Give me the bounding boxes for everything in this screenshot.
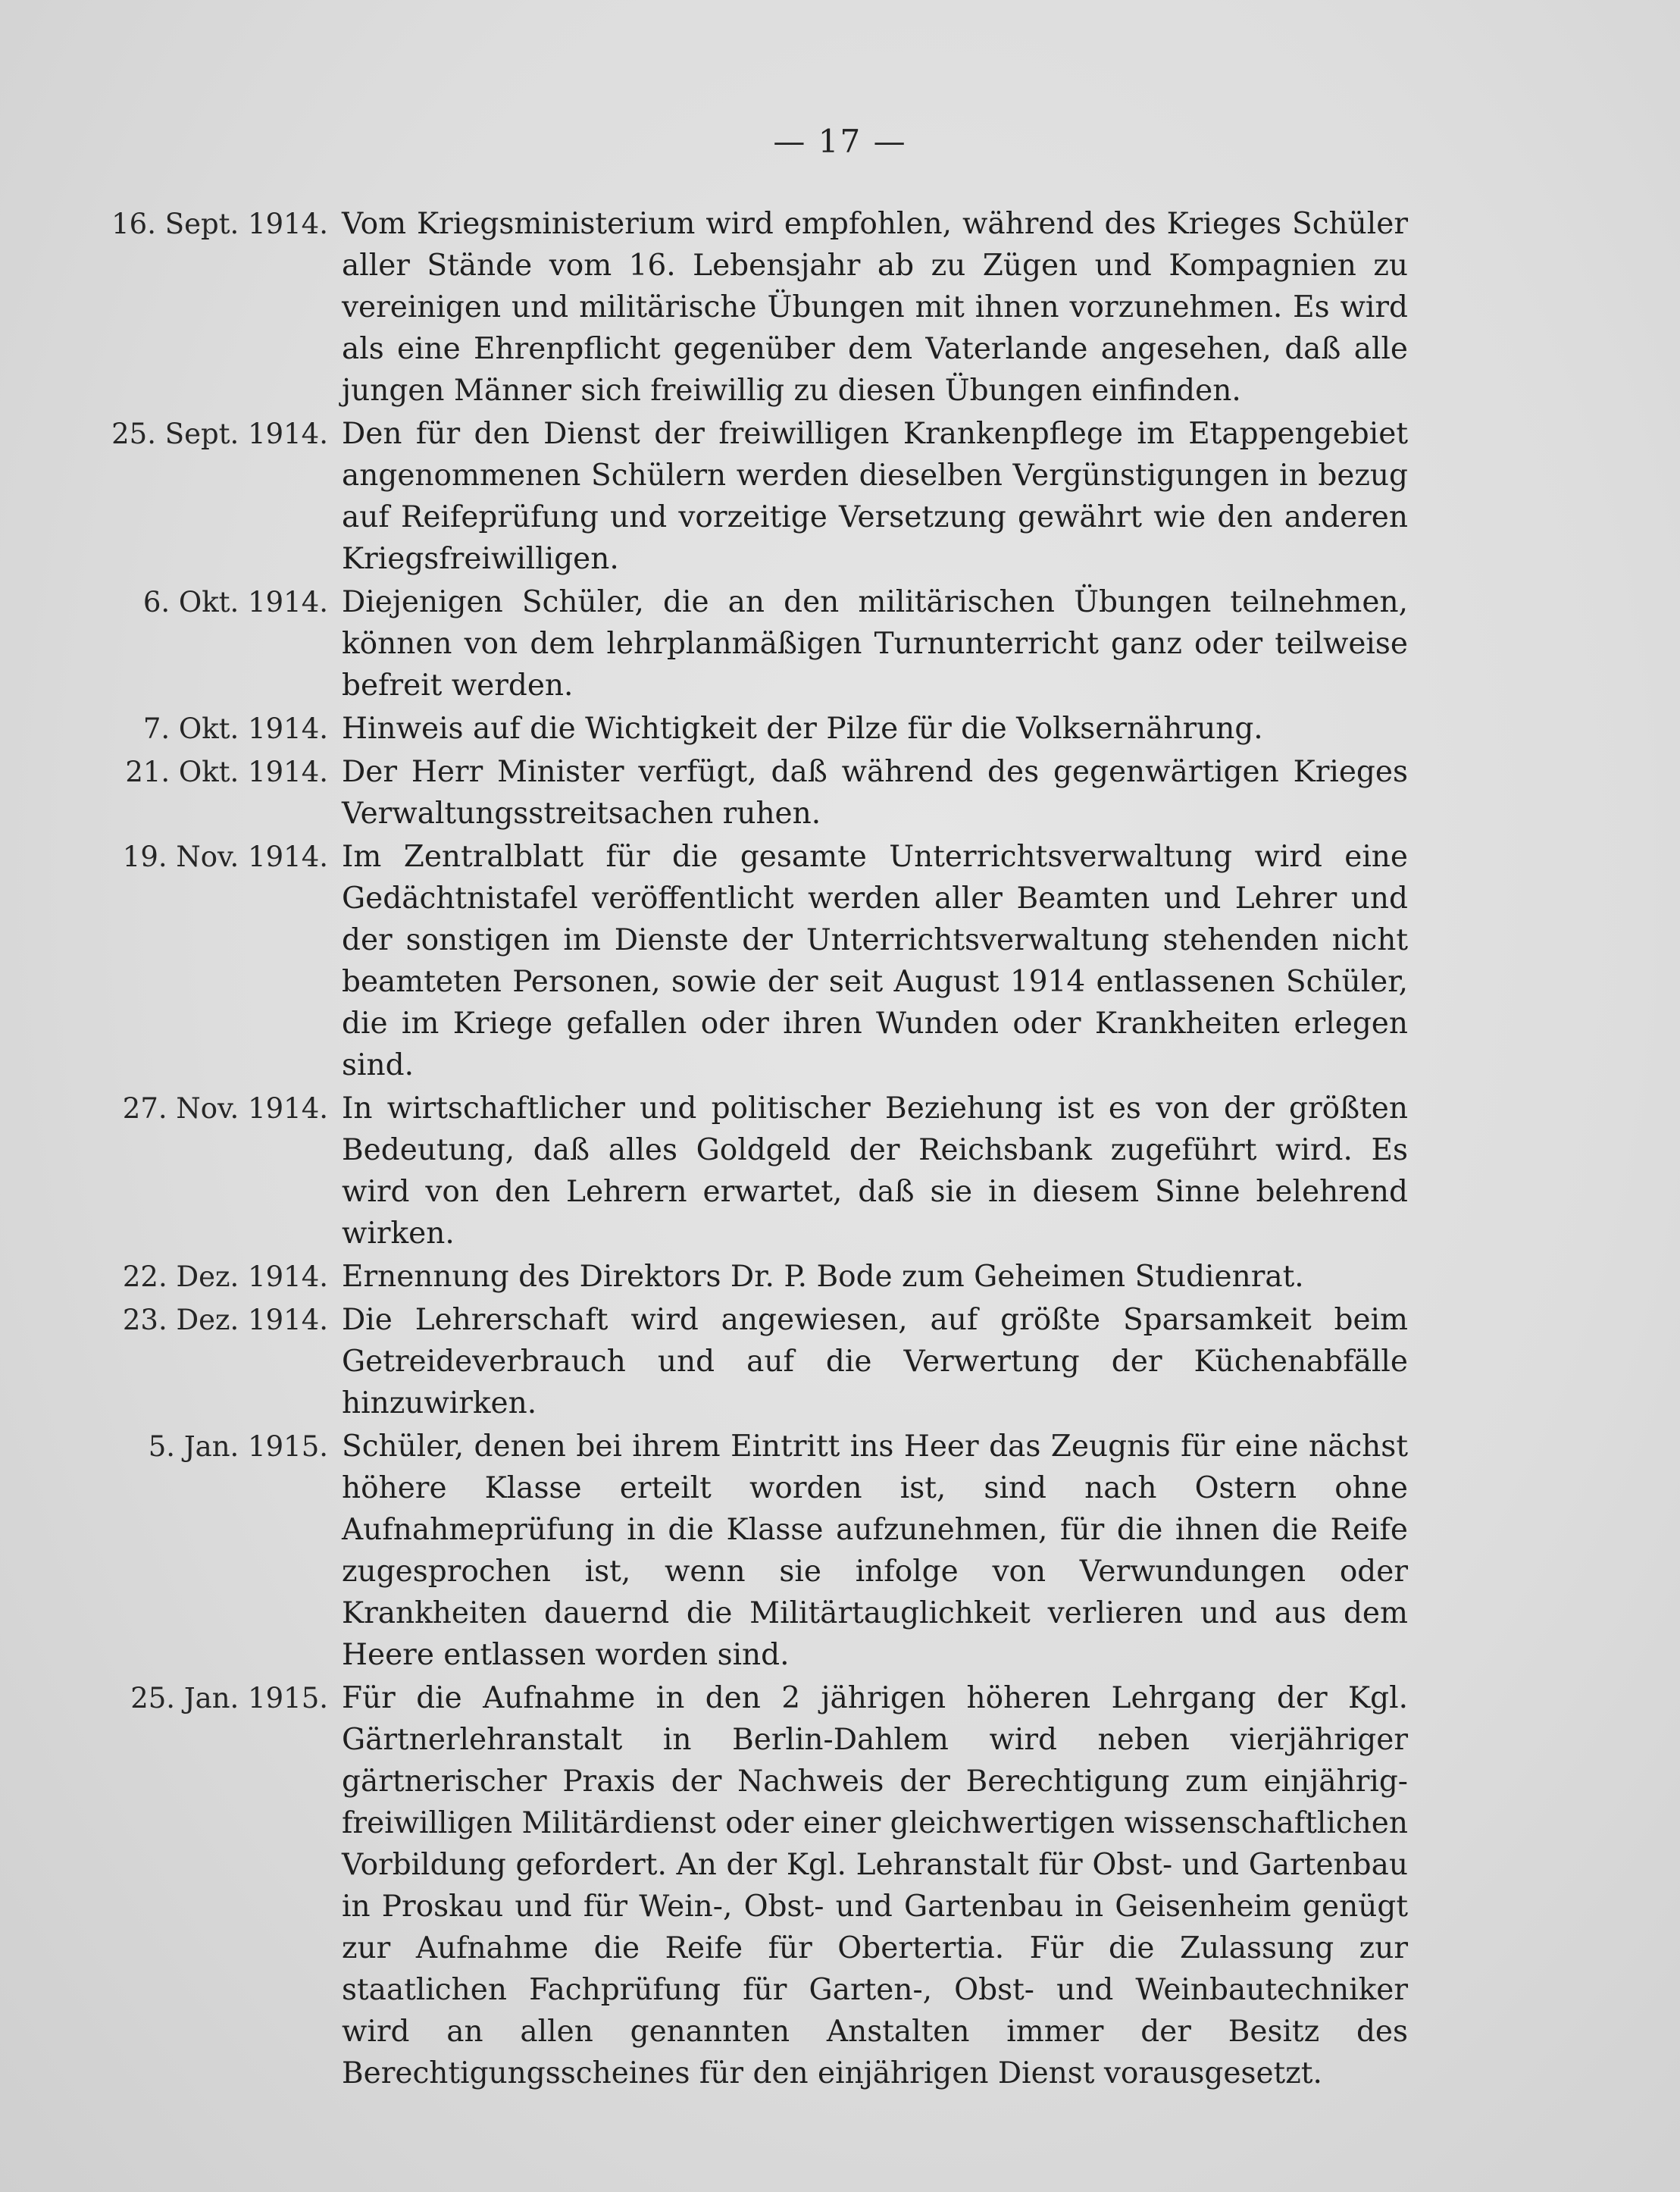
entry-date: 22. Dez. 1914. (122, 1260, 328, 1293)
entry-25-jan-1915 (105, 1677, 1408, 2094)
entry-7-okt-1914 (105, 708, 1408, 750)
entry-date: 5. Jan. 1915. (148, 1430, 328, 1463)
entry-23-dez-1914 (105, 1299, 1408, 1424)
entry-text: Schüler, denen bei ihrem Eintritt ins Heer das Zeugnis für eine nächst höhere Klasse erteilt worden ist, sind nach Ostern ohne Aufnahmeprüfung in die Klasse aufzunehmen, für die ihnen die Reife zugesprochen ist, wenn sie infolge von Verwundungen oder Krankheiten dauernd die Militärtauglichkeit verlieren und aus dem Heere entlassen worden sind. (342, 1429, 1408, 1672)
entry-date: 6. Okt. 1914. (142, 586, 328, 618)
page-number: — 17 — (773, 123, 907, 160)
entry-text: Diejenigen Schüler, die an den militärischen Übungen teilnehmen, können von dem lehrplanmäßigen Turnunterricht ganz oder teilweise befreit werden. (342, 585, 1408, 703)
entry-16-sept-1914 (105, 203, 1408, 412)
entry-text: Für die Aufnahme in den 2 jährigen höheren Lehrgang der Kgl. Gärtnerlehranstalt in Berlin-Dahlem wird neben vierjähriger gärtnerischer Praxis der Nachweis der Berechtigung zum einjährig-freiwilligen Militärdienst oder einer gleichwertigen wissenschaftlichen Vorbildung gefordert. An der Kgl. Lehranstalt für Obst- und Gartenbau in Proskau und für Wein-, Obst- und Gartenbau in Geisenheim genügt zur Aufnahme die Reife für Obertertia. Für die Zulassung zur staatlichen Fachprüfung für Garten-, Obst- und Weinbautechniker wird an allen genannten Anstalten immer der Besitz des Berechtigungsscheines für den einjährigen Dienst vorausgesetzt. (342, 1681, 1408, 2090)
entry-27-nov-1914 (105, 1088, 1408, 1254)
entry-5-jan-1915 (105, 1426, 1408, 1676)
entry-25-sept-1914 (105, 413, 1408, 580)
entry-date: 25. Sept. 1914. (111, 418, 328, 450)
entry-21-okt-1914 (105, 751, 1408, 835)
entry-text: In wirtschaftlicher und politischer Beziehung ist es von der größten Bedeutung, daß alles Goldgeld der Reichsbank zugeführt wird. Es wird von den Lehrern erwartet, daß sie in diesem Sinne belehrend wirken. (342, 1091, 1408, 1251)
entry-date: 27. Nov. 1914. (122, 1092, 328, 1125)
entry-date: 23. Dez. 1914. (122, 1304, 328, 1336)
entry-date: 19. Nov. 1914. (122, 841, 328, 873)
entry-text: Den für den Dienst der freiwilligen Krankenpflege im Etappengebiet angenommenen Schülern werden dieselben Vergünstigungen in bezug auf Reifeprüfung und vorzeitige Versetzung gewährt wie den anderen Kriegsfreiwilligen. (342, 417, 1408, 576)
entry-date: 25. Jan. 1915. (130, 1682, 328, 1714)
entry-date: 7. Okt. 1914. (142, 712, 328, 745)
entry-19-nov-1914 (105, 836, 1408, 1086)
entry-date: 16. Sept. 1914. (111, 208, 328, 240)
entry-text: Hinweis auf die Wichtigkeit der Pilze für die Volksernährung. (342, 712, 1263, 746)
entry-text: Die Lehrerschaft wird angewiesen, auf größte Sparsamkeit beim Getreideverbrauch und auf die Verwertung der Küchenabfälle hinzuwirken. (342, 1303, 1408, 1420)
chronicle-entries (105, 203, 1408, 2096)
entry-22-dez-1914 (105, 1256, 1408, 1298)
entry-text: Ernennung des Direktors Dr. P. Bode zum Geheimen Studienrat. (342, 1260, 1304, 1294)
entry-text: Der Herr Minister verfügt, daß während des gegenwärtigen Krieges Verwaltungsstreitsachen ruhen. (342, 755, 1408, 831)
entry-6-okt-1914 (105, 581, 1408, 706)
entry-text: Im Zentralblatt für die gesamte Unterrichtsverwaltung wird eine Gedächtnistafel veröffentlicht werden aller Beamten und Lehrer und der sonstigen im Dienste der Unterrichtsverwaltung stehenden nicht beamteten Personen, sowie der seit August 1914 entlassenen Schüler, die im Kriege gefallen oder ihren Wunden oder Krankheiten erlegen sind. (342, 840, 1408, 1082)
entry-date: 21. Okt. 1914. (125, 756, 328, 788)
entry-text: Vom Kriegsministerium wird empfohlen, während des Krieges Schüler aller Stände vom 16. Lebensjahr ab zu Zügen und Kompagnien zu vereinigen und militärische Übungen mit ihnen vorzunehmen. Es wird als eine Ehrenpflicht gegenüber dem Vaterlande angesehen, daß alle jungen Männer sich freiwillig zu diesen Übungen einfinden. (342, 207, 1408, 408)
